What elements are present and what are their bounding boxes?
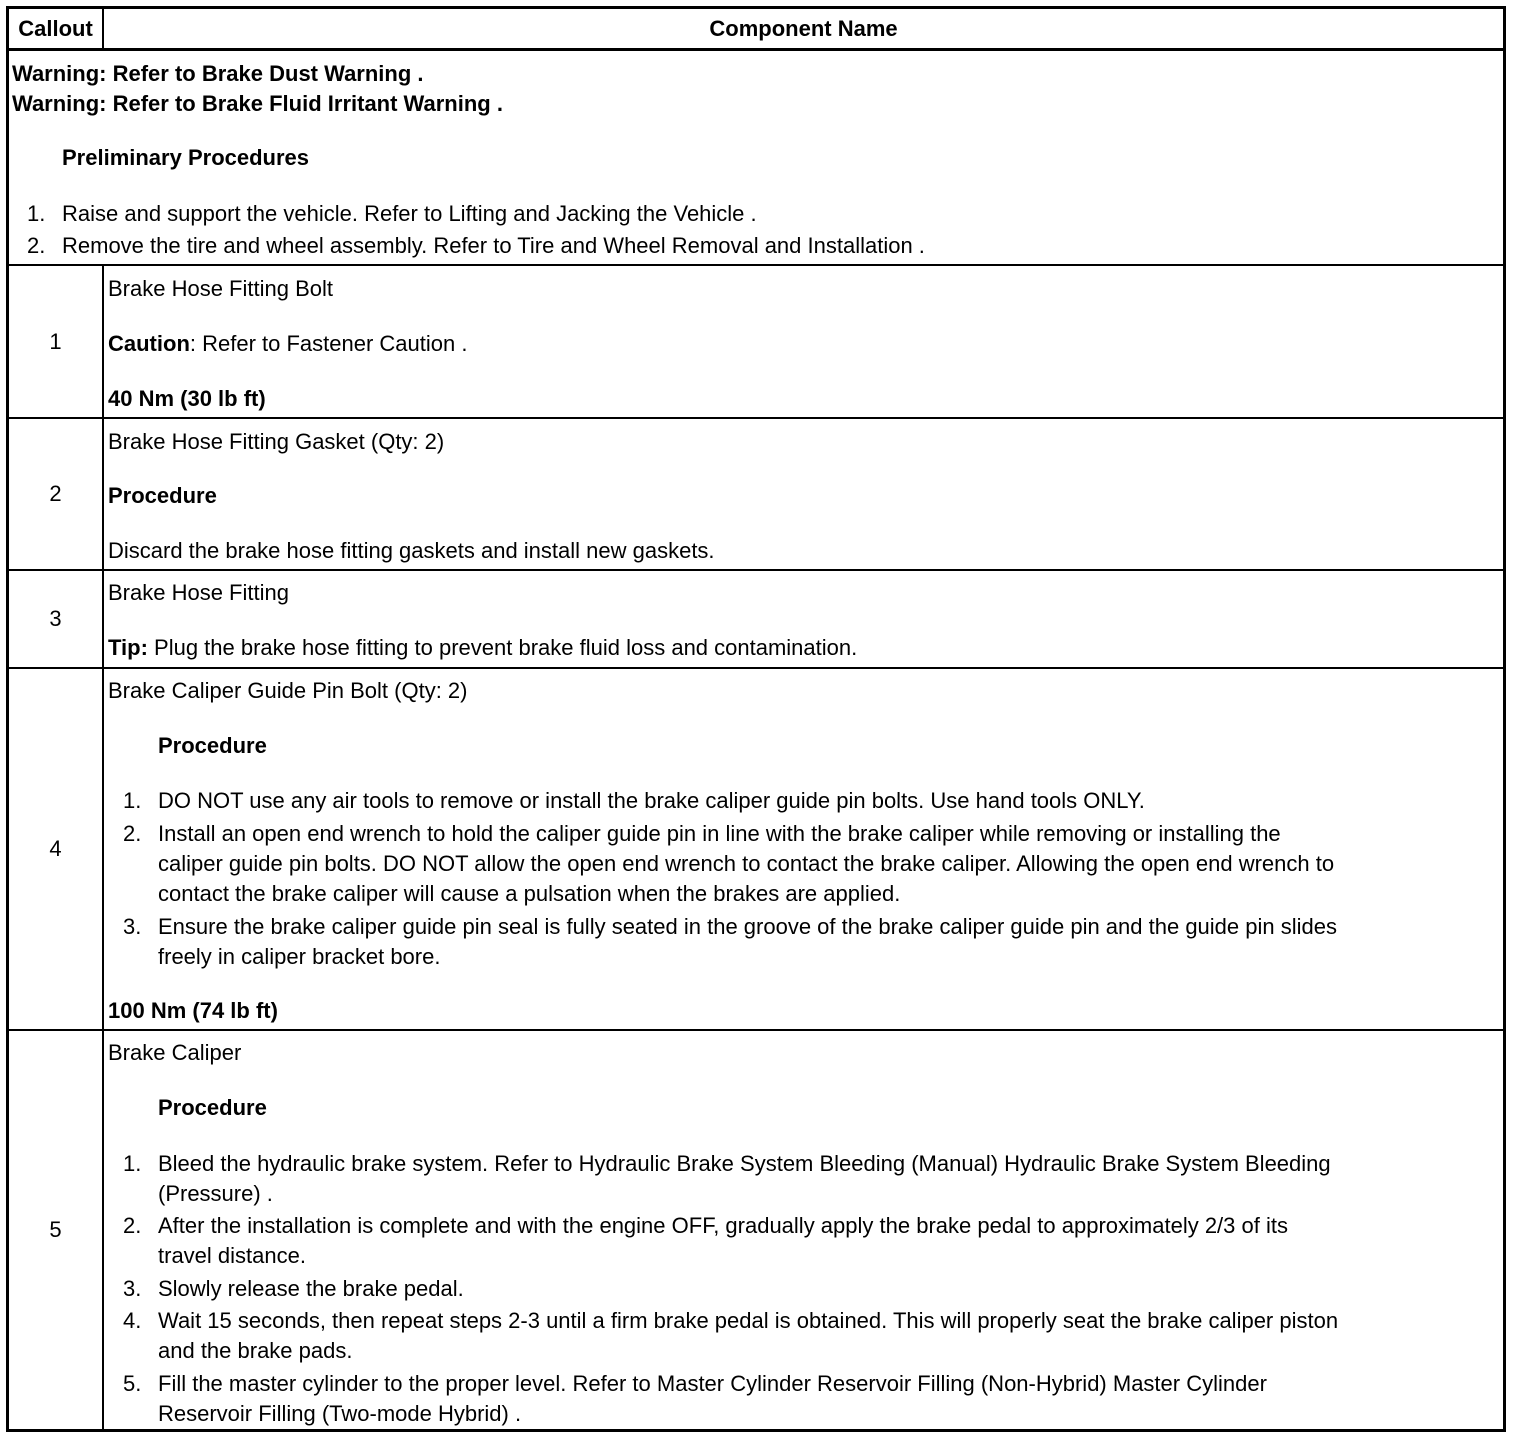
callout-number: 1	[9, 266, 104, 417]
procedure-step-3: Slowly release the brake pedal.	[158, 1276, 464, 1301]
step-number: 4.	[123, 1308, 142, 1333]
preliminary-step-2: Remove the tire and wheel assembly. Refer to Tire and Wheel Removal and Installation .	[62, 233, 925, 258]
procedure-step-1: DO NOT use any air tools to remove or install the brake caliper guide pin bolts. Use hand tools ONLY.	[158, 788, 1145, 813]
component-cell	[104, 419, 1503, 569]
step-number: 1.	[123, 788, 142, 813]
component-cell	[104, 266, 1503, 417]
caution-text: : Refer to Fastener Caution .	[189, 331, 468, 356]
procedure-step-4-line-1: Wait 15 seconds, then repeat steps 2-3 until a firm brake pedal is obtained. This will properly seat the brake caliper piston	[158, 1308, 1339, 1333]
step-number: 2.	[123, 1213, 142, 1238]
table-row	[9, 419, 1503, 571]
header-callout: Callout	[9, 9, 104, 48]
procedure-step-3-line-2: freely in caliper bracket bore.	[158, 944, 441, 969]
step-number: 3.	[123, 914, 142, 939]
component-name: Brake Hose Fitting Bolt	[108, 276, 333, 301]
callout-number: 3	[9, 571, 104, 667]
table-row	[9, 266, 1503, 419]
callout-table	[6, 6, 1506, 1432]
table-row	[9, 1031, 1503, 1429]
caution-label: Caution	[108, 331, 190, 356]
step-number: 5.	[123, 1371, 142, 1396]
tip-label: Tip:	[108, 635, 148, 660]
procedure-text: Discard the brake hose fitting gaskets and install new gaskets.	[108, 538, 715, 563]
step-number: 1.	[123, 1151, 142, 1176]
procedure-step-3-line-1: Ensure the brake caliper guide pin seal is fully seated in the groove of the brake caliper guide pin and the guide pin slides	[158, 914, 1337, 939]
warning-brake-dust: Warning: Refer to Brake Dust Warning .	[12, 61, 424, 86]
procedure-heading: Procedure	[158, 1095, 267, 1120]
torque-spec: 100 Nm (74 lb ft)	[108, 998, 278, 1023]
procedure-step-2-line-1: Install an open end wrench to hold the caliper guide pin in line with the brake caliper while removing or installing the	[158, 821, 1281, 846]
procedure-step-4-line-2: and the brake pads.	[158, 1338, 353, 1363]
warning-brake-fluid: Warning: Refer to Brake Fluid Irritant Warning .	[12, 91, 503, 116]
component-cell	[104, 571, 1503, 667]
callout-number: 2	[9, 419, 104, 569]
tip-note	[108, 635, 857, 661]
component-cell	[104, 669, 1503, 1029]
component-cell	[104, 1031, 1503, 1429]
table-row	[9, 669, 1503, 1031]
procedure-step-5-line-1: Fill the master cylinder to the proper level. Refer to Master Cylinder Reservoir Filling (Non-Hybrid) Master Cylinder	[158, 1371, 1267, 1396]
procedure-step-2-line-3: contact the brake caliper will cause a pulsation when the brakes are applied.	[158, 881, 901, 906]
component-name: Brake Hose Fitting	[108, 580, 289, 605]
step-number: 2.	[27, 233, 46, 258]
callout-number: 4	[9, 669, 104, 1029]
procedure-step-2-line-1: After the installation is complete and with the engine OFF, gradually apply the brake pedal to approximately 2/3 of its	[158, 1213, 1288, 1238]
table-header	[9, 9, 1503, 51]
component-name: Brake Hose Fitting Gasket (Qty: 2)	[108, 429, 445, 454]
table-row	[9, 571, 1503, 669]
procedure-step-2-line-2: caliper guide pin bolts. DO NOT allow the open end wrench to contact the brake caliper. Allowing the open end wrench to	[158, 851, 1335, 876]
preliminary-heading: Preliminary Procedures	[62, 145, 310, 170]
caution-note	[108, 331, 467, 357]
torque-spec: 40 Nm (30 lb ft)	[108, 386, 266, 411]
procedure-heading: Procedure	[158, 733, 267, 758]
component-name: Brake Caliper	[108, 1040, 242, 1065]
component-name: Brake Caliper Guide Pin Bolt (Qty: 2)	[108, 678, 468, 703]
step-number: 3.	[123, 1276, 142, 1301]
procedure-step-1-line-1: Bleed the hydraulic brake system. Refer to Hydraulic Brake System Bleeding (Manual) Hydraulic Brake System Bleeding	[158, 1151, 1331, 1176]
header-component-name: Component Name	[709, 15, 898, 41]
procedure-step-2-line-2: travel distance.	[158, 1243, 306, 1268]
preliminary-step-1: Raise and support the vehicle. Refer to Lifting and Jacking the Vehicle .	[62, 201, 757, 226]
step-number: 2.	[123, 821, 142, 846]
tip-text: Plug the brake hose fitting to prevent brake fluid loss and contamination.	[147, 635, 858, 660]
procedure-step-5-line-2: Reservoir Filling (Two-mode Hybrid) .	[158, 1401, 522, 1426]
procedure-heading: Procedure	[108, 483, 217, 508]
callout-number: 5	[9, 1031, 104, 1429]
procedure-step-1-line-2: (Pressure) .	[158, 1181, 273, 1206]
step-number: 1.	[27, 201, 46, 226]
preliminary-section	[9, 51, 1503, 266]
